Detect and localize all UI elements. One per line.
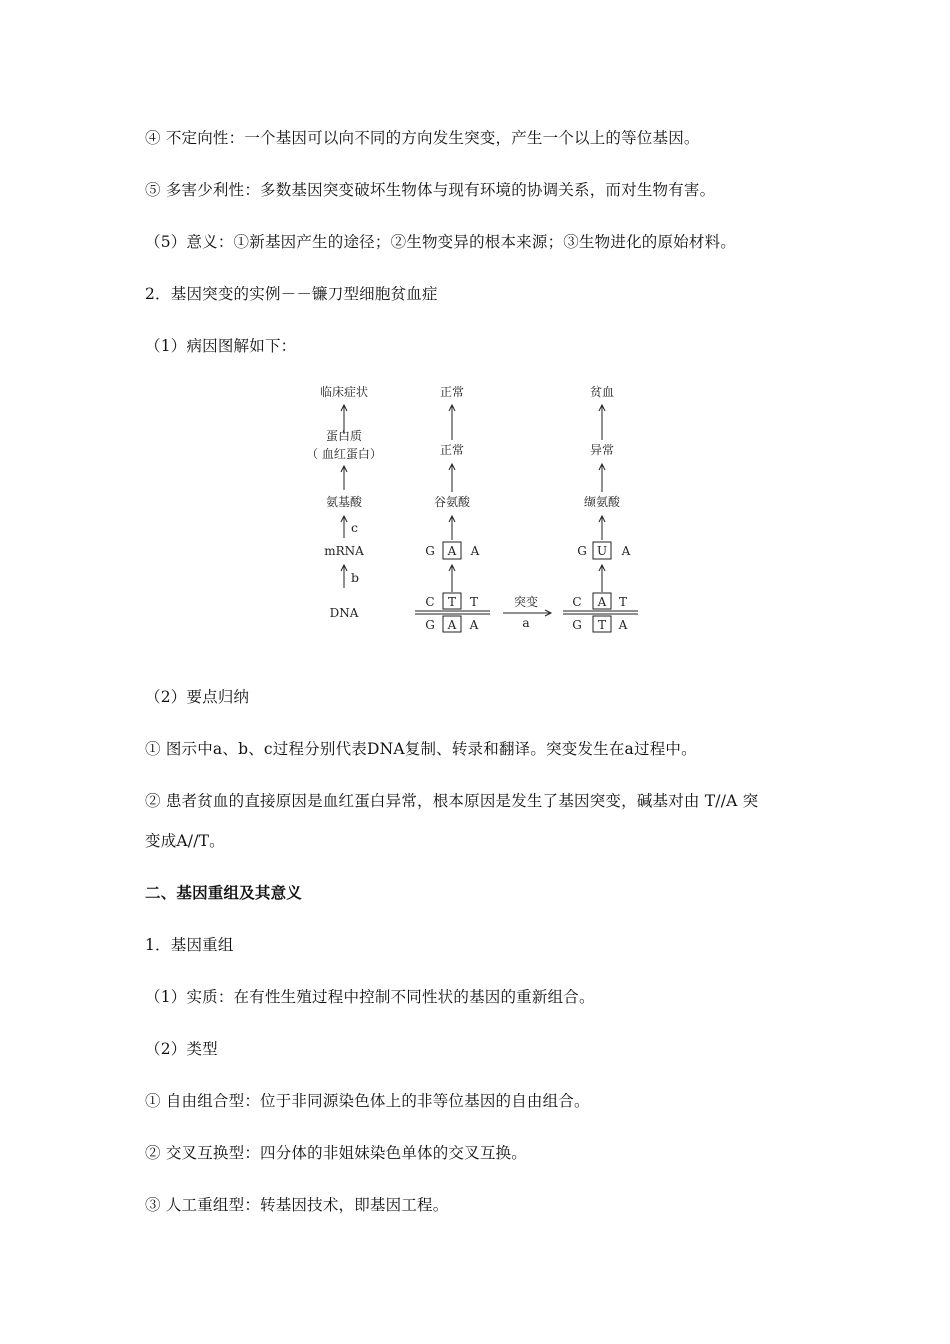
- paragraph-figure-intro: （1）病因图解如下：: [145, 337, 297, 355]
- col2-amino: 谷氨酸: [433, 495, 471, 509]
- col3-dna-top-2: A: [597, 595, 607, 609]
- paragraph-type-2: ② 交叉互换型：四分体的非姐妹染色单体的交叉互换。: [145, 1144, 527, 1162]
- col1-label-c: c: [351, 520, 359, 535]
- mutation-label-a: a: [522, 615, 530, 630]
- col2-protein: 正常: [439, 443, 465, 457]
- col2-dna-bottom-3: A: [469, 618, 479, 632]
- paragraph-summary-2-cont: 变成A//T。: [145, 832, 225, 850]
- paragraph-summary-heading: （2）要点归纳: [145, 688, 250, 706]
- col2-dna-top-1: C: [425, 595, 435, 609]
- col3-protein: 异常: [589, 443, 615, 457]
- col2-dna-bottom-1: G: [425, 618, 435, 632]
- paragraph-type-3: ③ 人工重组型：转基因技术，即基因工程。: [145, 1196, 449, 1214]
- col3-amino: 缬氨酸: [583, 495, 621, 509]
- col1-amino: 氨基酸: [325, 495, 363, 509]
- col3-codon-3: A: [621, 544, 631, 558]
- col2-dna-top-3: T: [469, 595, 479, 609]
- subheading-recombination: 1．基因重组: [145, 936, 234, 954]
- col1-protein-note: （ 血红蛋白）: [306, 447, 382, 461]
- col3-codon-2: U: [596, 544, 608, 558]
- paragraph-2: ⑤ 多害少利性：多数基因突变破坏生物体与现有环境的协调关系，而对生物有害。: [145, 181, 716, 199]
- col3-codon-1: G: [577, 544, 587, 558]
- paragraph-types: （2）类型: [145, 1040, 218, 1058]
- col3-dna-bottom-1: G: [572, 618, 582, 632]
- sickle-cell-diagram: [300, 378, 650, 640]
- col1-symptom: 临床症状: [319, 385, 369, 399]
- col3-dna-bottom-3: A: [618, 618, 628, 632]
- paragraph-1: ④ 不定向性：一个基因可以向不同的方向发生突变，产生一个以上的等位基因。: [145, 129, 700, 147]
- col3-dna-top-3: T: [618, 595, 628, 609]
- paragraph-3: （5）意义：①新基因产生的途径；②生物变异的根本来源；③生物进化的原始材料。: [145, 233, 736, 251]
- col1-mrna: mRNA: [324, 544, 364, 558]
- mutation-label: 突变: [513, 595, 539, 609]
- col1-dna: DNA: [329, 606, 359, 620]
- col1-protein: 蛋白质: [325, 429, 363, 443]
- col2-top: 正常: [439, 385, 465, 399]
- col2-dna-top-2: T: [447, 595, 457, 609]
- paragraph-essence: （1）实质：在有性生殖过程中控制不同性状的基因的重新组合。: [145, 988, 595, 1006]
- section-heading-2: 2．基因突变的实例－－镰刀型细胞贫血症: [145, 285, 438, 303]
- col3-top: 贫血: [589, 385, 615, 399]
- col3-dna-top-1: C: [572, 595, 582, 609]
- paragraph-summary-1: ① 图示中a、b、c过程分别代表DNA复制、转录和翻译。突变发生在a过程中。: [145, 740, 697, 758]
- section-heading-recombination: 二、基因重组及其意义: [145, 884, 303, 902]
- col2-codon-2: A: [447, 544, 457, 558]
- col3-dna-bottom-2: T: [597, 618, 607, 632]
- paragraph-summary-2: ② 患者贫血的直接原因是血红蛋白异常，根本原因是发生了基因突变，碱基对由 T//A 突: [145, 792, 759, 810]
- paragraph-type-1: ① 自由组合型：位于非同源染色体上的非等位基因的自由组合。: [145, 1092, 590, 1110]
- col2-codon-1: G: [425, 544, 435, 558]
- col2-codon-3: A: [470, 544, 480, 558]
- col1-label-b: b: [351, 570, 360, 585]
- col2-dna-bottom-2: A: [447, 618, 457, 632]
